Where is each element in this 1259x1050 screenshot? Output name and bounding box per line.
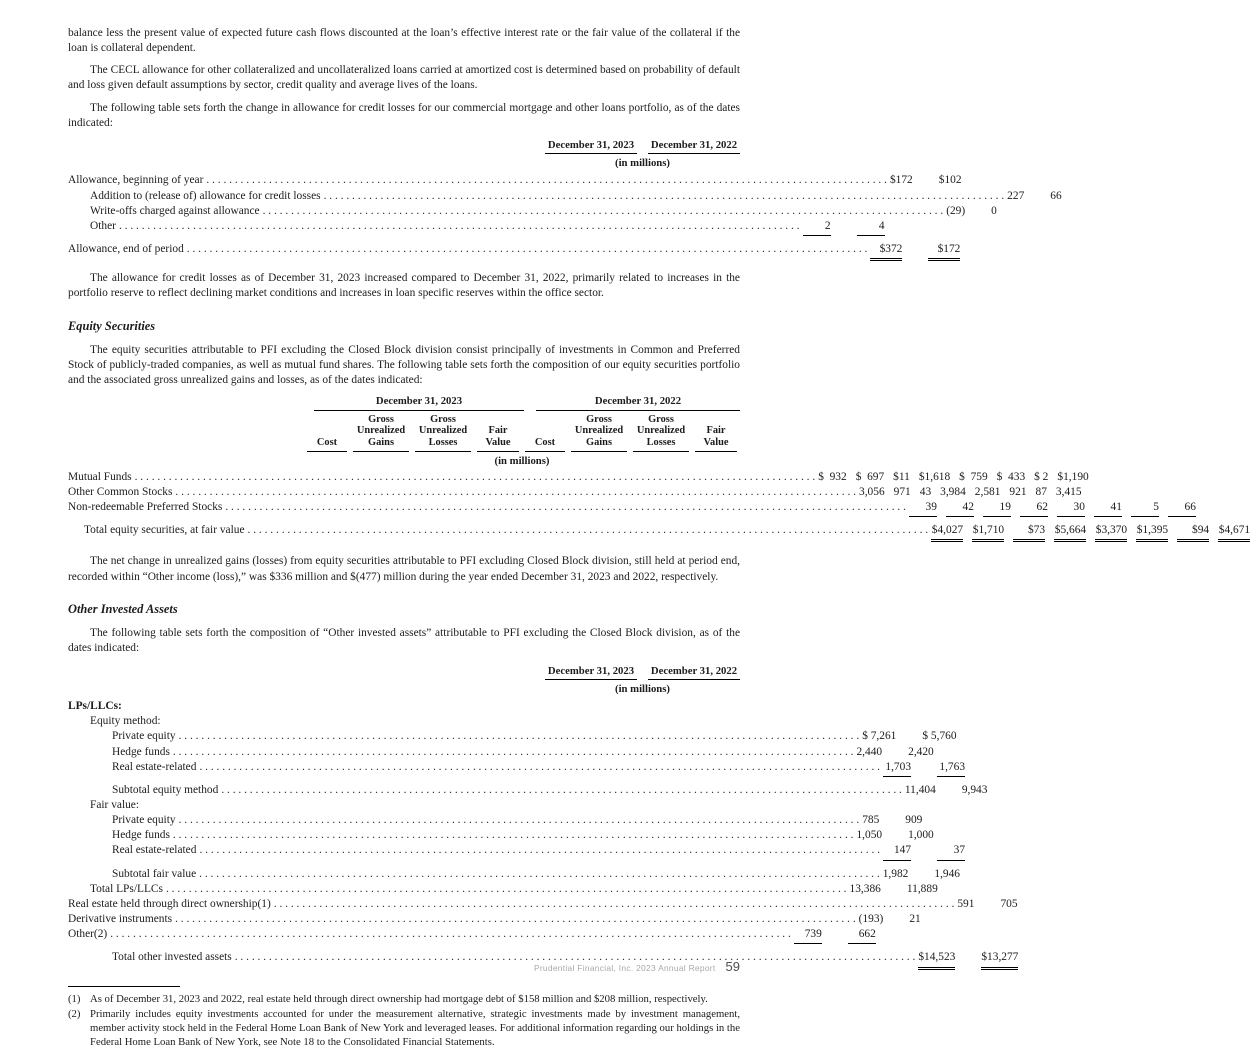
footnote-divider [68,986,180,987]
table-row [68,897,1018,912]
value-2023: 785 [862,814,880,827]
row-label: Hedge funds [112,745,170,758]
value-2023: 2 [803,219,857,236]
row-label: Total equity securities, at fair value [84,524,245,537]
cell: 3,415 [1055,486,1082,499]
value-2022: 9,943 [961,783,988,796]
table-row-subtotal [68,783,988,798]
row-label: Other Common Stocks [68,486,173,499]
table-row [68,927,876,944]
dot-leader [274,897,955,912]
value-2023: $ 7,261 [862,730,897,743]
equity-table-units-row [68,452,740,470]
footnote-text: As of December 31, 2023 and 2022, real estate held through direct ownership had mortgage debt of $158 million and $208 million, respectively. [90,992,708,1005]
cell: $ 697 [855,470,885,483]
paragraph-cecl: The CECL allowance for other collateralized and uncollateralized loans carried at amortized cost is determined based on probability of default and loss given default assumptions by sector, credit quality and average lives of the loans. [68,64,740,92]
cell: $3,370 [1095,523,1136,542]
row-label: Addition to (release of) allowance for credit losses [90,189,321,202]
row-label: Equity method: [90,715,161,728]
value-2023: 1,050 [856,829,883,842]
cell: $1,190 [1057,470,1089,483]
table-row [68,470,1089,485]
paragraph-collateral: balance less the present value of expected future cash flows discounted at the loan’s effective interest rate or the fair value of the collateral if the loan is collateral dependent. [68,27,740,55]
dot-leader [199,867,880,882]
units-label: (in millions) [615,682,670,695]
column-header-2022: December 31, 2022 [648,664,740,680]
value-2022: 0 [991,204,997,217]
paragraph-allowance-commentary: The allowance for credit losses as of December 31, 2023 increased compared to December 31, 2022, primarily related to increases in the portfolio reserve to reflect declining market conditions and increases in loan specific reserves within the office sector. [68,272,740,300]
row-label: Non-redeemable Preferred Stocks [68,501,223,514]
value-2023: (193) [858,913,884,926]
row-label: Total LPs/LLCs [90,882,163,895]
value-2022: 909 [905,814,923,827]
table-row [68,828,934,843]
group-header-2022: December 31, 2022 [536,394,740,410]
value-2022: 705 [1000,897,1018,910]
row-label: Subtotal equity method [112,783,219,796]
cell: 971 [893,486,911,499]
value-2022: 1,000 [908,829,934,842]
cell: 19 [983,500,1020,517]
dot-leader [324,189,1005,204]
table-row [68,798,740,813]
row-label: Private equity [112,814,176,827]
cell: 921 [1009,486,1027,499]
paragraph-oia-intro: The following table sets forth the composition of “Other invested assets” attributable to PFI excluding the Closed Block division, as of the dates indicated: [68,627,740,655]
table-row [68,219,885,236]
other-invested-assets-table [68,664,1019,970]
table-row [68,729,957,744]
row-label: Allowance, beginning of year [68,174,204,187]
column-header-gross-unrealized-gains: Gross Unrealized Gains [353,413,409,452]
row-label: Fair value: [90,799,140,812]
cell: 2,581 [974,486,1001,499]
allowance-table [68,138,1062,261]
cell: $ 759 [959,470,988,483]
value-2022: 11,889 [906,882,938,895]
equity-table-column-headers [68,411,740,452]
column-header-2022: December 31, 2022 [648,138,740,154]
value-2023: 739 [794,927,848,944]
cell: $5,664 [1054,523,1095,542]
cell: 42 [946,500,983,517]
dot-leader [225,500,906,515]
cell: $11 [893,470,910,483]
row-label: Derivative instruments [68,913,173,926]
value-2023: 11,404 [904,783,936,796]
footnote-text: Primarily includes equity investments accounted for under the measurement alternative, strategic investments made by investment management, member activity stock held in the Federal Home Loan Bank of New York and leveraged leases. For additional information regarding our holdings in the Federal Home Loan Bank of New York, see Note 18 to the Consolidated Financial Statements. [90,1007,740,1049]
dot-leader [173,828,854,843]
cell: $ 433 [996,470,1026,483]
cell: 3,984 [940,486,966,499]
value-2023: $372 [870,242,928,261]
table-row [68,204,997,219]
table-row-subtotal [68,867,961,882]
cell: 41 [1094,500,1131,517]
value-2022: 4 [857,219,921,236]
value-2022: $13,277 [981,950,1054,969]
table-row [68,189,1062,204]
column-header-gross-unrealized-losses: Gross Unrealized Losses [633,413,689,452]
value-2023: 1,982 [882,867,909,880]
value-2023: 227 [1007,189,1025,202]
value-2023: (29) [946,204,966,217]
allowance-table-units-row [68,154,740,173]
footnote-1 [68,992,740,1006]
cell: 87 [1035,486,1047,499]
section-heading-equity-securities: Equity Securities [68,318,156,333]
cell: 30 [1057,500,1094,517]
section-heading-other-invested-assets: Other Invested Assets [68,601,178,616]
value-2023: $172 [889,174,913,187]
row-label: Other [90,219,116,232]
row-label: Mutual Funds [68,470,132,483]
value-2022: 66 [1050,189,1062,202]
footnote-number: (1) [68,992,81,1005]
column-header-fair-value: Fair Value [477,424,519,451]
dot-leader [119,219,800,234]
table-row [68,485,1082,500]
dot-leader [166,882,847,897]
oia-table-header [68,664,740,680]
footer-brand-text: Prudential Financial, Inc. 2023 Annual Report [533,963,716,973]
table-row [68,882,938,897]
footer-page-number: 59 [725,959,740,974]
table-row [68,699,740,714]
dot-leader [173,745,854,760]
cell: $1,710 [972,523,1013,542]
dot-leader [199,843,880,858]
value-2022: $172 [928,242,996,261]
paragraph-equity-intro: The equity securities attributable to PFI excluding the Closed Block division consist principally of investments in Common and Preferred Stock of publicly-traded companies, as well as mutual fund shares. The following table sets forth the composition of our equity securities portfolio and the associated gross unrealized gains and losses, as of the dates indicated: [68,344,740,387]
cell: $94 [1177,523,1218,542]
dot-leader [248,523,929,538]
paragraph-table-intro-allowance: The following table sets forth the change in allowance for credit losses for our commercial mortgage and other loans portfolio, as of the dates indicated: [68,101,740,129]
value-2022: 2,420 [908,745,934,758]
table-row [68,173,962,188]
dot-leader [175,912,856,927]
row-label: Private equity [112,730,176,743]
dot-leader [179,729,860,744]
table-row [68,500,1196,517]
group-header-2023: December 31, 2023 [314,394,524,410]
value-2023: 147 [883,843,937,860]
dot-leader [206,173,887,188]
cell: $1,395 [1136,523,1177,542]
footnote-2 [68,1007,740,1050]
value-2022: $ 5,760 [922,730,957,743]
row-label: Total other invested assets [112,951,232,964]
value-2022: 1,763 [937,760,1001,777]
dot-leader [199,760,880,775]
allowance-table-header [68,138,740,154]
table-row-total [68,242,961,261]
cell: 62 [1020,500,1057,517]
row-label: Real estate-related [112,844,197,857]
value-2023: 13,386 [849,882,881,895]
cell: 66 [1168,500,1205,517]
column-header-2023: December 31, 2023 [545,664,637,680]
table-row [68,843,966,860]
row-label: LPs/LLCs: [68,700,122,713]
value-2022: 662 [848,927,912,944]
column-header-fair-value: Fair Value [695,424,737,451]
column-header-2023: December 31, 2023 [545,138,637,154]
cell: $ 2 [1034,470,1049,483]
column-header-gross-unrealized-losses: Gross Unrealized Losses [415,413,471,452]
column-header-cost: Cost [307,436,347,452]
value-2022: 37 [937,843,1001,860]
cell: $4,671 [1218,523,1259,542]
cell: $1,618 [918,470,951,483]
value-2022: 21 [909,913,921,926]
value-2023: 2,440 [856,745,883,758]
row-label: Allowance, end of period [68,243,184,256]
value-2023: $14,523 [918,950,981,969]
row-label: Subtotal fair value [112,867,197,880]
dot-leader [135,470,816,485]
table-row-total [68,523,1251,542]
cell: 43 [919,486,932,499]
row-label: Real estate-related [112,760,197,773]
value-2023: 591 [957,897,975,910]
column-header-gross-unrealized-gains: Gross Unrealized Gains [571,413,627,452]
table-row [68,813,923,828]
cell: 39 [909,500,946,517]
paragraph-unrealized-change: The net change in unrealized gains (losses) from equity securities attributable to PFI excluding Closed Block division, still held at period end, recorded within “Other income (loss),” was $336 million and $(477) million during the year ended December 31, 2023 and 2022, respectively. [68,555,740,583]
row-label: Other(2) [68,928,108,941]
cell: 5 [1131,500,1168,517]
column-header-cost: Cost [525,436,565,452]
row-label: Real estate held through direct ownership(1) [68,897,271,910]
dot-leader [175,485,856,500]
table-row [68,760,966,777]
dot-leader [110,927,791,942]
cell: $ 932 [818,470,847,483]
dot-leader [221,783,902,798]
value-2022: $102 [938,174,962,187]
dot-leader [179,813,860,828]
row-label: Hedge funds [112,829,170,842]
equity-table-group-header [68,394,740,410]
footnote-number: (2) [68,1007,81,1020]
oia-table-units-row [68,680,740,699]
equity-securities-table [68,394,1251,542]
value-2023: 1,703 [883,760,937,777]
cell: $4,027 [931,523,972,542]
value-2022: 1,946 [934,867,961,880]
row-label: Write-offs charged against allowance [90,204,260,217]
cell: 3,056 [859,486,885,499]
table-row [68,745,934,760]
cell: $73 [1013,523,1054,542]
dot-leader [263,204,944,219]
table-row [68,912,921,927]
dot-leader [187,242,868,257]
page-footer [534,958,740,975]
table-row [68,714,740,729]
units-label: (in millions) [494,454,550,467]
units-label: (in millions) [615,157,670,170]
